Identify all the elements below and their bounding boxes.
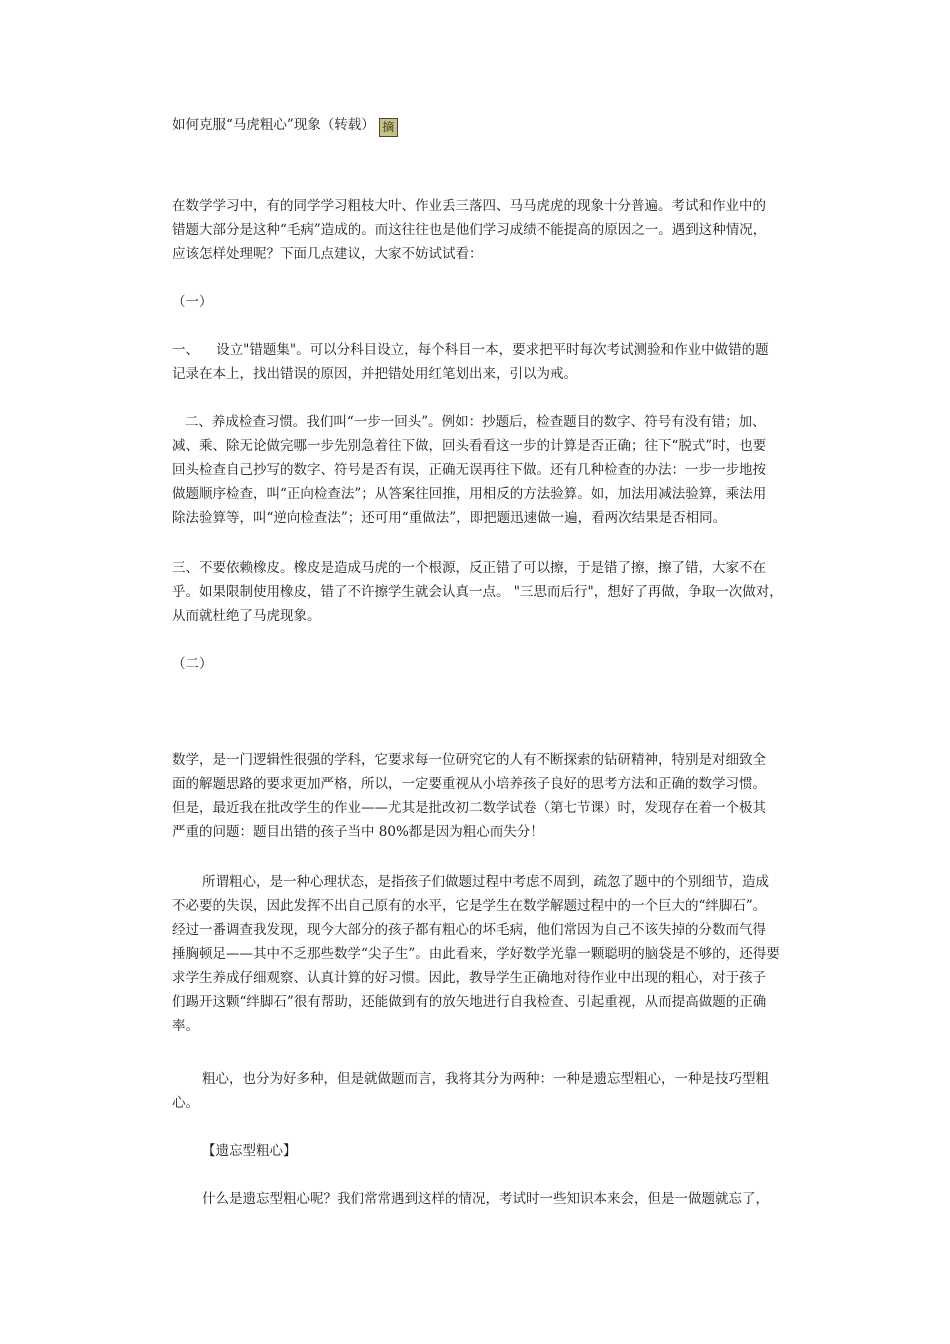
text-line: 在数学学习中，有的同学学习粗枝大叶、作业丢三落四、马马虎虎的现象十分普遍。考试和作业中的 [172,198,766,214]
text-line: 捶胸顿足——其中不乏那些数学“尖子生”。由此看来，学好数学光靠一颗聪明的脑袋是不够的，还得要 [172,946,780,962]
text-line: 二、养成检查习惯。我们叫“一步一回头”。例如：抄题后，检查题目的数字、符号有没有错；加、 [172,414,766,430]
text-line: 做题顺序检查，叫“正向检查法”；从答案往回推，用相反的方法验算。如，加法用减法验算，乘法用 [172,486,767,502]
text-line: 求学生养成仔细观察、认真计算的好习惯。因此，教导学生正确地对待作业中出现的粗心，对于孩子 [172,970,766,986]
subheading-forgetful [172,1139,812,1163]
text-line: 数学，是一门逻辑性很强的学科，它要求每一位研究它的人有不断探索的钻研精神，特别是对细致全 [172,752,766,768]
text-line: （二） [172,656,213,672]
document-stamp-icon: 摘 [379,118,398,137]
paragraph-logic [172,748,812,844]
text-line: 们踢开这颗“绊脚石”很有帮助，还能做到有的放矢地进行自我检查、引起重视，从而提高做题的正确 [172,994,767,1010]
text-line: 记录在本上，找出错误的原因，并把错处用红笔划出来，引以为戒。 [172,366,577,382]
text-line: 除法验算等，叫“逆向检查法”；还可用“重做法”，即把题迅速做一遍，看两次结果是否相同。 [172,510,727,526]
text-line: 乎。如果限制使用橡皮，错了不许擦学生就会认真一点。 "三思而后行"，想好了再做，争取一次做对， [172,584,783,600]
text-line: 回头检查自己抄写的数字、符号是否有误，正确无误再往下做。还有几种检查的办法：一步一步地按 [172,462,766,478]
text-line: 【遗忘型粗心】 [202,1143,297,1159]
paragraph-error-collection [172,338,812,386]
text-line: 一、 设立"错题集"。可以分科目设立，每个科目一本，要求把平时每次考试测验和作业中做错的题 [172,342,769,358]
text-line: 粗心，也分为好多种，但是就做题而言，我将其分为两种：一种是遗忘型粗心，一种是技巧型粗 [202,1071,769,1087]
text-line: 错题大部分是这种“毛病”造成的。而这往往也是他们学习成绩不能提高的原因之一。遇到这种情况， [172,222,767,238]
text-line: 面的解题思路的要求更加严格，所以，一定要重视从小培养孩子良好的思考方法和正确的数学习惯。 [172,776,766,792]
text-line: 但是，最近我在批改学生的作业——尤其是批改初二数学试卷（第七节课）时，发现存在着一个极其 [172,800,766,816]
paragraph-types [172,1067,812,1115]
text-line: 减、乘、除无论做完哪一步先别急着往下做，回头看看这一步的计算是否正确；往下“脱式”时，也要 [172,438,767,454]
document-title: 如何克服“马虎粗心”现象（转载） [172,117,375,133]
paragraph-check-habit [172,410,812,530]
paragraph-intro [172,194,812,266]
section-heading-one [172,290,812,314]
text-line: 应该怎样处理呢？下面几点建议，大家不妨试试看： [172,246,483,262]
text-line: 什么是遗忘型粗心呢？我们常常遇到这样的情况，考试时一些知识本来会，但是一做题就忘了， [202,1191,769,1207]
text-line: （一） [172,294,213,310]
section-heading-two [172,652,812,676]
text-line: 从而就杜绝了马虎现象。 [172,608,321,624]
text-line: 严重的问题：题目出错的孩子当中 80%都是因为粗心而失分！ [172,824,544,840]
paragraph-carelessness [172,870,812,1038]
text-line: 心。 [172,1095,199,1111]
text-line: 三、不要依赖橡皮。橡皮是造成马虎的一个根源，反正错了可以擦，于是错了擦，擦了错，大家不在 [172,560,766,576]
text-line: 经过一番调查我发现，现今大部分的孩子都有粗心的坏毛病，他们常因为自己不该失掉的分数而气得 [172,922,766,938]
document-title-row [172,114,398,137]
text-line: 不必要的失误，因此发挥不出自己原有的水平，它是学生在数学解题过程中的一个巨大的“绊脚石”。 [172,898,767,914]
text-line: 率。 [172,1018,199,1034]
paragraph-forgetful [172,1187,812,1211]
paragraph-eraser [172,556,812,628]
text-line: 所谓粗心，是一种心理状态，是指孩子们做题过程中考虑不周到，疏忽了题中的个别细节，造成 [202,874,769,890]
